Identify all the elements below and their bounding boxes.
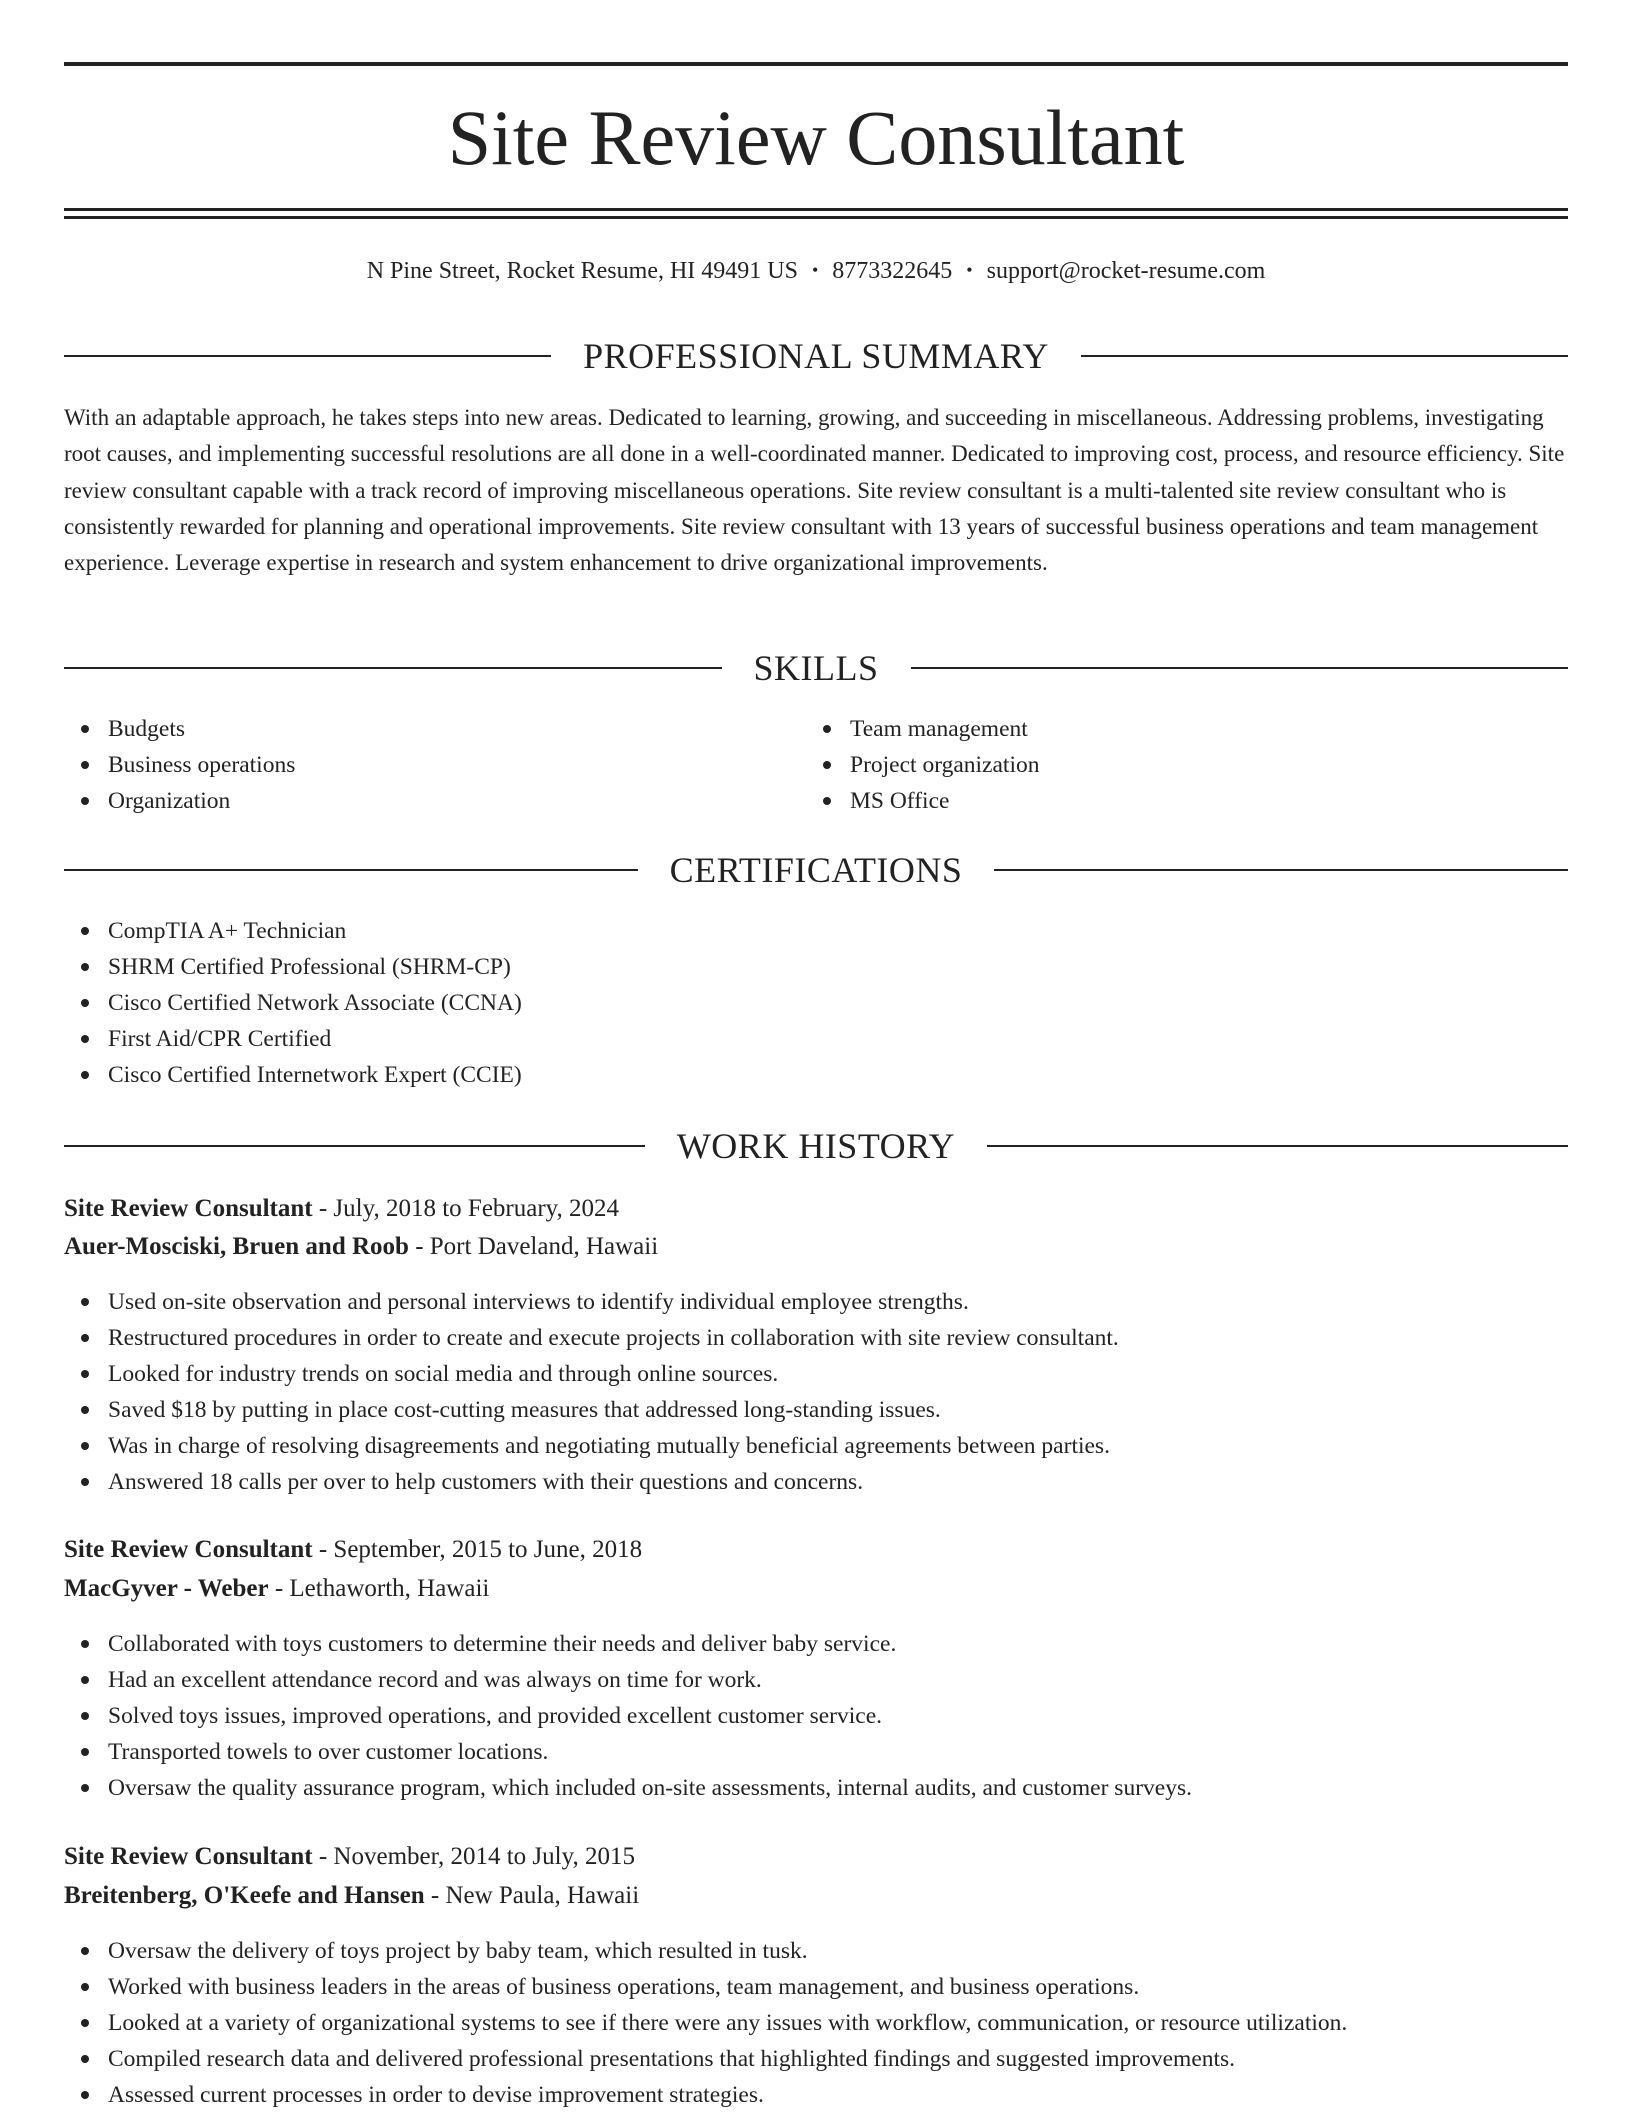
heading-rule-right xyxy=(987,1145,1568,1147)
skills-list-right xyxy=(806,711,1546,819)
job-duty-item: Was in charge of resolving disagreements and negotiating mutually beneficial agreements between parties. xyxy=(64,1428,1568,1464)
job-duty-item: Worked with business leaders in the areas of business operations, team management, and business operations. xyxy=(64,1969,1568,2005)
skills-list-left xyxy=(64,711,804,819)
job-dates: - November, 2014 to July, 2015 xyxy=(312,1843,635,1870)
job-duty-item: Looked for industry trends on social media and through online sources. xyxy=(64,1356,1568,1392)
bullet-dot xyxy=(81,1035,89,1043)
section-heading-summary xyxy=(64,334,1568,378)
contact-phone: 8773322645 xyxy=(832,258,953,284)
resume-title: Site Review Consultant xyxy=(447,94,1185,181)
bullet-dot xyxy=(81,2019,89,2027)
contact-email: support@rocket-resume.com xyxy=(986,258,1266,284)
bullet-dot xyxy=(81,1640,89,1648)
certification-item: CompTIA A+ Technician xyxy=(64,913,1568,949)
bullet-dot xyxy=(81,1947,89,1955)
bullet-dot xyxy=(81,999,89,1007)
certification-item: Cisco Certified Network Associate (CCNA) xyxy=(64,985,1568,1021)
bullet-dot xyxy=(81,761,89,769)
title-rule-upper xyxy=(64,208,1568,211)
section-title: PROFESSIONAL SUMMARY xyxy=(583,336,1049,376)
job-duty-item: Collaborated with toys customers to determine their needs and deliver baby service. xyxy=(64,1626,1568,1662)
job-title: Site Review Consultant xyxy=(64,1536,313,1563)
job-duty-item: Oversaw the quality assurance program, which included on-site assessments, internal audits, and customer surveys. xyxy=(64,1770,1568,1806)
certification-item: Cisco Certified Internetwork Expert (CCIE) xyxy=(64,1057,1568,1093)
bullet-dot xyxy=(81,1712,89,1720)
section-title: WORK HISTORY xyxy=(676,1126,956,1166)
certification-item: SHRM Certified Professional (SHRM-CP) xyxy=(64,949,1568,985)
job-company-line xyxy=(64,1877,1568,1915)
job-location: - Port Daveland, Hawaii xyxy=(408,1233,659,1260)
bullet-dot xyxy=(81,1784,89,1792)
skill-item: Budgets xyxy=(64,711,804,747)
job-duty-item: Answered 18 calls per over to help customers with their questions and concerns. xyxy=(64,1464,1568,1500)
job-company: Breitenberg, O'Keefe and Hansen xyxy=(64,1882,425,1909)
job-location: - New Paula, Hawaii xyxy=(424,1882,640,1909)
job-duty-item: Looked at a variety of organizational systems to see if there were any issues with workflow, communication, or resource utilization. xyxy=(64,2005,1568,2041)
contact-separator: • xyxy=(966,260,973,280)
bullet-dot xyxy=(81,725,89,733)
skill-item: Organization xyxy=(64,783,804,819)
bullet-dot xyxy=(823,761,831,769)
bullet-dot xyxy=(81,1370,89,1378)
bullet-dot xyxy=(81,2091,89,2099)
title-rule-lower xyxy=(64,216,1568,219)
heading-rule-left xyxy=(64,355,551,357)
bullet-dot xyxy=(81,1748,89,1756)
job-company: Auer-Mosciski, Bruen and Roob xyxy=(64,1233,409,1260)
job-title-line xyxy=(64,1838,1568,1876)
heading-rule-right xyxy=(1081,355,1568,357)
job-title-line xyxy=(64,1531,1568,1569)
job-duty-item: Compiled research data and delivered professional presentations that highlighted findings and suggested improvements. xyxy=(64,2041,1568,2077)
bullet-dot xyxy=(823,725,831,733)
bullet-dot xyxy=(81,797,89,805)
summary-paragraph: With an adaptable approach, he takes steps into new areas. Dedicated to learning, growing, and succeeding in miscellaneous. Addressing problems, investigating root causes, and implementing successful resolutions are all done in a well-coordinated manner. Dedicated to improving cost, process, and resource efficiency. Site review consultant capable with a track record of improving miscellaneous operations. Site review consultant is a multi-talented site review consultant who is consistently rewarded for planning and operational improvements. Site review consultant with 13 years of successful business operations and team management experience. Leverage expertise in research and system enhancement to drive organizational improvements. xyxy=(64,405,1565,576)
contact-separator: • xyxy=(811,260,819,280)
bullet-dot xyxy=(81,1983,89,1991)
bullet-dot xyxy=(81,1334,89,1342)
skill-item: MS Office xyxy=(806,783,1546,819)
job-duty-item: Used on-site observation and personal interviews to identify individual employee strengths. xyxy=(64,1284,1568,1320)
bullet-dot xyxy=(81,1071,89,1079)
job-dates: - July, 2018 to February, 2024 xyxy=(312,1195,620,1222)
section-title: CERTIFICATIONS xyxy=(669,850,963,890)
bullet-dot xyxy=(81,927,89,935)
job-duty-item: Oversaw the delivery of toys project by baby team, which resulted in tusk. xyxy=(64,1933,1568,1969)
job-duty-item: Transported towels to over customer locations. xyxy=(64,1734,1568,1770)
job-duties-list xyxy=(64,1626,1568,1806)
job-duty-item: Saved $18 by putting in place cost-cutting measures that addressed long-standing issues. xyxy=(64,1392,1568,1428)
job-duties-list xyxy=(64,1284,1568,1500)
contact-line xyxy=(64,254,1568,289)
heading-rule-left xyxy=(64,1145,645,1147)
skill-item: Team management xyxy=(806,711,1546,747)
certification-item: First Aid/CPR Certified xyxy=(64,1021,1568,1057)
heading-rule-left xyxy=(64,667,722,669)
bullet-dot xyxy=(81,1298,89,1306)
job-location: - Lethaworth, Hawaii xyxy=(268,1575,490,1602)
job-title: Site Review Consultant xyxy=(64,1843,313,1870)
job-duty-item: Assessed current processes in order to devise improvement strategies. xyxy=(64,2077,1568,2113)
bullet-dot xyxy=(81,1406,89,1414)
job-dates: - September, 2015 to June, 2018 xyxy=(312,1536,643,1563)
job-title-line xyxy=(64,1190,1568,1228)
job-duty-item: Solved toys issues, improved operations, and provided excellent customer service. xyxy=(64,1698,1568,1734)
skill-item: Project organization xyxy=(806,747,1546,783)
job-duty-item: Had an excellent attendance record and was always on time for work. xyxy=(64,1662,1568,1698)
section-heading-skills xyxy=(64,646,1568,690)
section-heading-certifications xyxy=(64,848,1568,892)
heading-rule-left xyxy=(64,869,638,871)
bullet-dot xyxy=(81,2055,89,2063)
section-heading-work-history xyxy=(64,1124,1568,1168)
top-rule xyxy=(64,62,1568,66)
bullet-dot xyxy=(81,1442,89,1450)
job-duties-list xyxy=(64,1933,1568,2113)
heading-rule-right xyxy=(994,869,1568,871)
job-company-line xyxy=(64,1570,1568,1608)
section-title: SKILLS xyxy=(753,648,879,688)
bullet-dot xyxy=(81,963,89,971)
bullet-dot xyxy=(81,1478,89,1486)
contact-address: N Pine Street, Rocket Resume, HI 49491 US xyxy=(366,258,798,284)
job-title: Site Review Consultant xyxy=(64,1195,313,1222)
skill-item: Business operations xyxy=(64,747,804,783)
certifications-list xyxy=(64,913,1568,1093)
job-company-line xyxy=(64,1228,1568,1266)
bullet-dot xyxy=(823,797,831,805)
heading-rule-right xyxy=(911,667,1569,669)
bullet-dot xyxy=(81,1676,89,1684)
job-duty-item: Restructured procedures in order to create and execute projects in collaboration with site review consultant. xyxy=(64,1320,1568,1356)
job-company: MacGyver - Weber xyxy=(64,1575,269,1602)
